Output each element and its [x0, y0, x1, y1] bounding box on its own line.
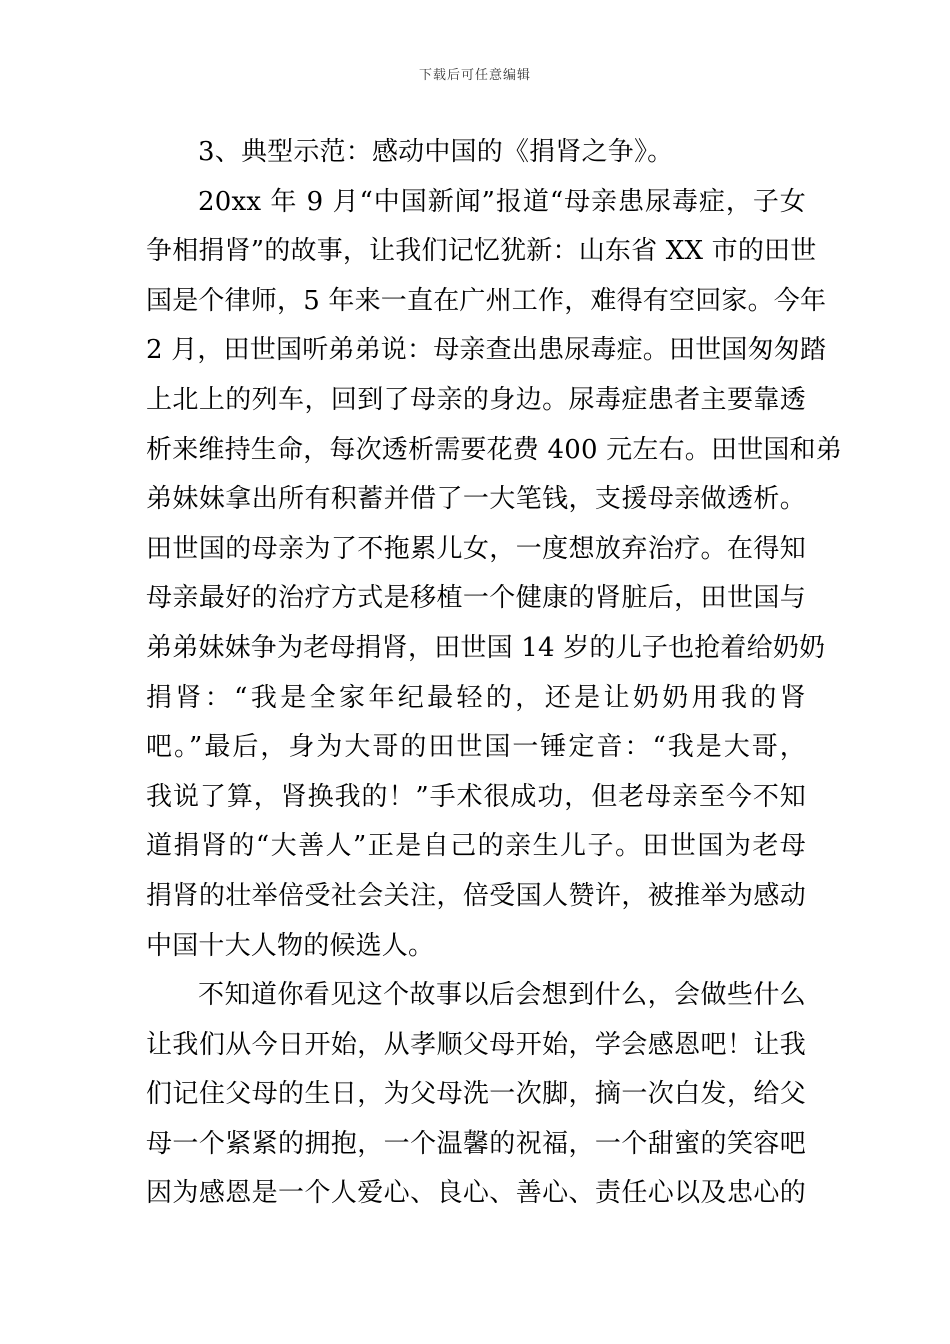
page-header-note: 下载后可任意编辑	[418, 68, 531, 83]
paragraph-line: 母一个紧紧的拥抱，一个温馨的祝福，一个甜蜜的笑容吧	[146, 1128, 806, 1159]
paragraph-line: 上北上的列车，回到了母亲的身边。尿毒症患者主要靠透	[146, 384, 806, 415]
paragraph-line: 捐肾：“我是全家年纪最轻的，还是让奶奶用我的肾	[146, 682, 806, 713]
paragraph-line: 我说了算，肾换我的！”手术很成功，但老母亲至今不知	[146, 781, 806, 812]
paragraph-line: 母亲最好的治疗方式是移植一个健康的肾脏后，田世国与	[146, 583, 806, 614]
paragraph-line: 捐肾的壮举倍受社会关注，倍受国人赞许，被推举为感动	[146, 880, 806, 911]
paragraph-line: 田世国的母亲为了不拖累儿女，一度想放弃治疗。在得知	[146, 533, 806, 564]
paragraph-line: 因为感恩是一个人爱心、良心、善心、责任心以及忠心的	[146, 1178, 806, 1209]
paragraph-line: 中国十大人物的候选人。	[146, 930, 435, 961]
paragraph-line: 不知道你看见这个故事以后会想到什么，会做些什么	[198, 980, 806, 1011]
paragraph-line: 国是个律师，5 年来一直在广州工作，难得有空回家。今年	[146, 285, 827, 316]
paragraph-line: 弟妹妹拿出所有积蓄并借了一大笔钱，支援母亲做透析。	[146, 484, 806, 515]
paragraph-line: 吧。”最后，身为大哥的田世国一锤定音：“我是大哥，	[146, 732, 806, 763]
paragraph-line: 弟弟妹妹争为老母捐肾，田世国 14 岁的儿子也抢着给奶奶	[146, 632, 826, 663]
document-body	[146, 128, 842, 1219]
paragraph-line: 析来维持生命，每次透析需要花费 400 元左右。田世国和弟	[146, 434, 842, 465]
paragraph-line: 20xx 年 9 月“中国新闻”报道“母亲患尿毒症，子女	[198, 186, 806, 217]
paragraph-line: 争相捐肾”的故事，让我们记忆犹新：山东省 XX 市的田世	[146, 236, 817, 267]
paragraph-line: 让我们从今日开始，从孝顺父母开始，学会感恩吧！让我	[146, 1029, 806, 1060]
paragraph-line: 道捐肾的“大善人”正是自己的亲生儿子。田世国为老母	[146, 831, 806, 862]
paragraph-line: 2 月，田世国听弟弟说：母亲查出患尿毒症。田世国匆匆踏	[146, 335, 827, 366]
paragraph-line: 们记住父母的生日，为父母洗一次脚，摘一次白发，给父	[146, 1079, 806, 1110]
section-heading: 3、典型示范：感动中国的《捐肾之争》。	[198, 137, 674, 167]
